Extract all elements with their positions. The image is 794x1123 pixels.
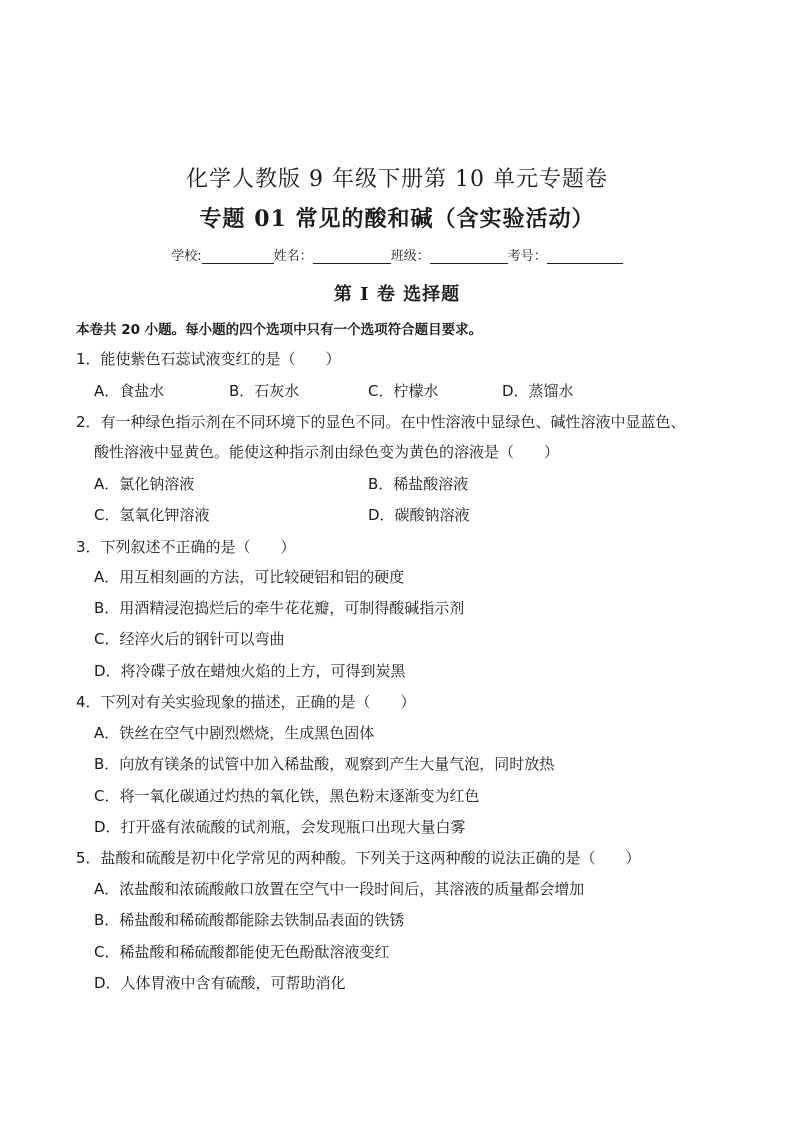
question-3-option-a: A．用互相刻画的方法，可比较硬铝和铝的硬度 [94, 568, 405, 586]
question-2-stem-line-2: 酸性溶液中显黄色。能使这种指示剂由绿色变为黄色的溶液是（ ） [94, 443, 560, 461]
document-title: 化学人教版 9 年级下册第 10 单元专题卷 [186, 167, 608, 192]
question-3-stem: 3．下列叙述不正确的是（ ） [76, 538, 296, 556]
document-subtitle: 专题 01 常见的酸和碱（含实验活动） [199, 206, 595, 232]
question-2-option-d: D．碳酸钠溶液 [368, 506, 470, 524]
question-4-option-b: B．向放有镁条的试管中加入稀盐酸，观察到产生大量气泡，同时放热 [94, 755, 555, 773]
question-4-option-d: D．打开盛有浓硫酸的试剂瓶，会发现瓶口出现大量白雾 [94, 818, 466, 836]
question-5-option-b: B．稀盐酸和稀硫酸都能除去铁制品表面的铁锈 [94, 911, 405, 929]
school-label: 学校: [171, 249, 202, 264]
name-blank [313, 249, 391, 264]
question-1-option-a: A．食盐水 [94, 382, 165, 400]
question-4-option-c: C．将一氧化碳通过灼热的氧化铁，黑色粉末逐渐变为红色 [94, 787, 480, 805]
question-4-stem: 4．下列对有关实验现象的描述，正确的是（ ） [76, 693, 416, 711]
class-label: 班级： [390, 249, 430, 264]
question-2-option-b: B．稀盐酸溶液 [368, 475, 469, 493]
section-title: 第 I 卷 选择题 [333, 284, 461, 305]
question-4-option-a: A．铁丝在空气中剧烈燃烧，生成黑色固体 [94, 724, 375, 742]
question-5-option-d: D．人体胃液中含有硫酸，可帮助消化 [94, 974, 346, 992]
class-blank [430, 249, 508, 264]
question-2-stem-line-1: 2．有一种绿色指示剂在不同环境下的显色不同。在中性溶液中显绿色、碱性溶液中显蓝色、 [76, 413, 686, 431]
question-3-option-d: D．将冷碟子放在蜡烛火焰的上方，可得到炭黑 [94, 662, 406, 680]
exam-no-blank [547, 249, 623, 264]
question-5-option-c: C．稀盐酸和稀硫酸都能使无色酚酞溶液变红 [94, 943, 390, 961]
name-label: 姓名： [273, 249, 313, 264]
question-1-option-c: C．柠檬水 [368, 382, 439, 400]
exam-no-label: 考号： [507, 249, 547, 264]
question-2-option-c: C．氢氧化钾溶液 [94, 506, 210, 524]
school-blank [202, 249, 274, 264]
question-1-stem: 1．能使紫色石蕊试液变红的是（ ） [76, 350, 341, 368]
question-3-option-c: C．经淬火后的钢针可以弯曲 [94, 630, 285, 648]
question-3-option-b: B．用酒精浸泡捣烂后的牵牛花花瓣，可制得酸碱指示剂 [94, 599, 465, 617]
question-5-option-a: A．浓盐酸和浓硫酸敞口放置在空气中一段时间后，其溶液的质量都会增加 [94, 880, 585, 898]
question-1-option-b: B．石灰水 [229, 382, 300, 400]
question-2-option-a: A．氯化钠溶液 [94, 475, 195, 493]
section-instructions: 本卷共 20 小题。每小题的四个选项中只有一个选项符合题目要求。 [76, 322, 483, 338]
student-info-line [0, 245, 794, 264]
question-1-option-d: D．蒸馏水 [502, 382, 574, 400]
question-5-stem: 5．盐酸和硫酸是初中化学常见的两种酸。下列关于这两种酸的说法正确的是（ ） [76, 849, 641, 867]
